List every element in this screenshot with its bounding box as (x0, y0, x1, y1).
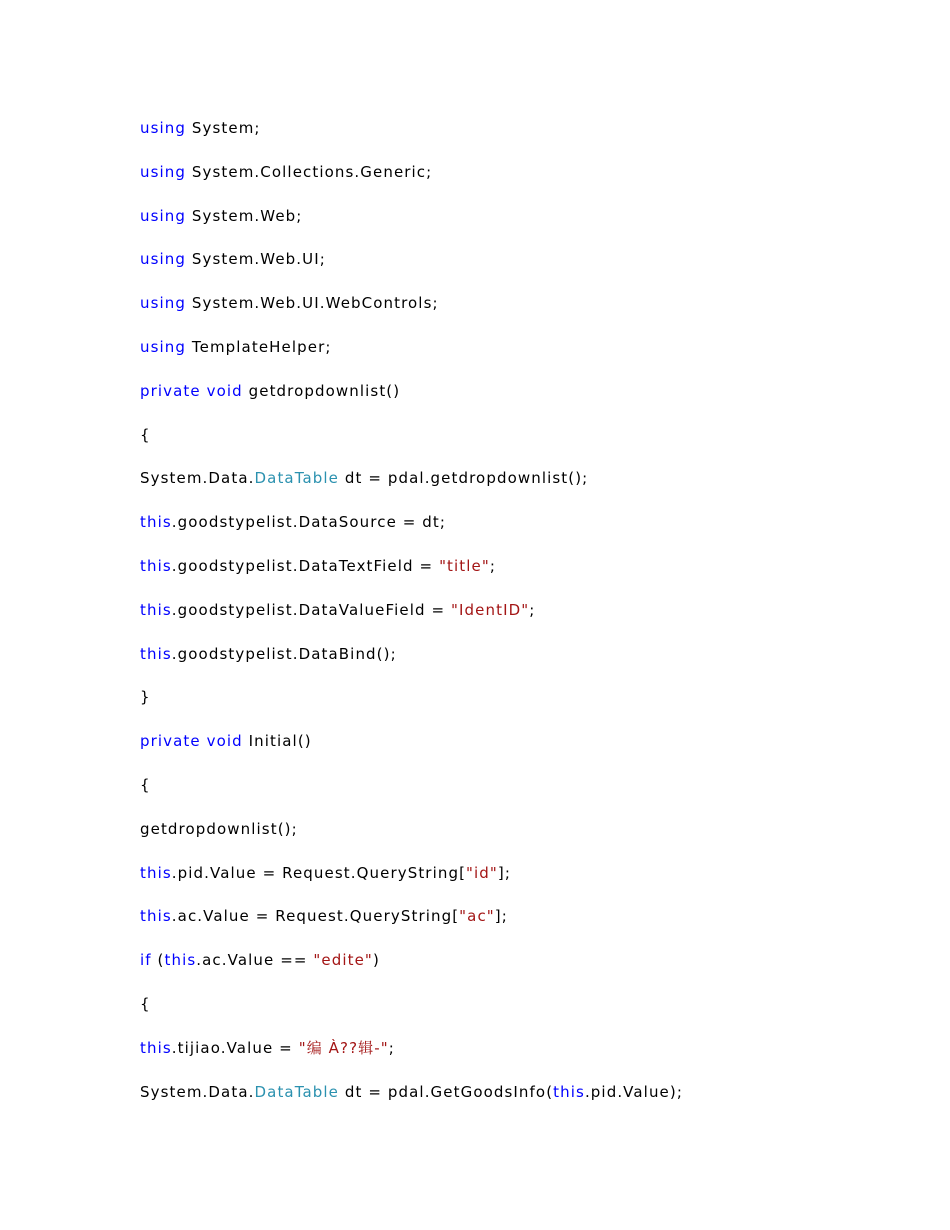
code-token: .ac.Value == (196, 951, 314, 970)
code-line (140, 204, 920, 248)
code-token: System.Web; (186, 206, 303, 225)
keyword-token: using (140, 162, 187, 181)
code-token: { (140, 775, 151, 794)
code-token: getdropdownlist() (242, 381, 401, 400)
keyword-token: using (140, 119, 187, 137)
keyword-token: using (140, 337, 187, 356)
code-token: ; (489, 556, 497, 575)
code-line (140, 247, 920, 291)
code-line (140, 904, 920, 948)
code-token: .pid.Value); (584, 1082, 683, 1101)
code-line (140, 466, 920, 510)
code-line (140, 423, 920, 467)
keyword-token: this (140, 907, 172, 926)
keyword-token: private void (140, 381, 243, 400)
keyword-token: this (140, 863, 172, 882)
code-line (140, 291, 920, 335)
keyword-token: private void (140, 732, 243, 751)
code-token: ) (372, 951, 380, 970)
code-token: ]; (497, 863, 512, 882)
code-line (140, 817, 920, 861)
code-token: System.Web.UI.WebControls; (186, 294, 439, 313)
code-token: ; (529, 600, 536, 619)
code-token: Initial() (242, 732, 312, 751)
code-line (140, 598, 920, 642)
keyword-token: using (140, 294, 187, 313)
string-token: "编 À??辑-" (298, 1038, 389, 1057)
code-line (140, 861, 920, 905)
code-token: .pid.Value = Request.QueryString[ (171, 863, 467, 882)
code-line (140, 116, 920, 160)
code-line (140, 554, 920, 598)
code-token: System; (186, 119, 261, 137)
code-line (140, 1080, 920, 1124)
code-line (140, 948, 920, 992)
code-token: dt = pdal.GetGoodsInfo( (339, 1082, 554, 1101)
string-token: "title" (439, 556, 490, 575)
code-line (140, 510, 920, 554)
keyword-token: using (140, 250, 187, 269)
type-token: DataTable (254, 469, 340, 488)
keyword-token: this (140, 600, 172, 619)
code-line (140, 642, 920, 686)
string-token: "ac" (459, 907, 495, 926)
code-token: ; (388, 1038, 395, 1057)
code-token: { (140, 425, 151, 444)
keyword-token: this (140, 644, 172, 663)
code-token: System.Data. (140, 1082, 255, 1101)
code-token: .goodstypelist.DataValueField = (171, 600, 452, 619)
keyword-token: this (140, 513, 172, 532)
keyword-token: this (164, 951, 197, 970)
code-listing (140, 116, 920, 1123)
code-token: .ac.Value = Request.QueryString[ (171, 907, 460, 926)
type-token: DataTable (254, 1082, 340, 1101)
code-line (140, 729, 920, 773)
code-token: ]; (494, 907, 508, 926)
code-line (140, 160, 920, 204)
code-line (140, 379, 920, 423)
string-token: "IdentID" (451, 600, 530, 619)
code-line (140, 773, 920, 817)
code-line (140, 1036, 920, 1080)
code-token: .goodstypelist.DataBind(); (171, 644, 397, 663)
code-token: } (140, 688, 151, 707)
code-token: TemplateHelper; (186, 337, 332, 356)
code-token: System.Web.UI; (186, 250, 326, 269)
code-token: .goodstypelist.DataTextField = (171, 556, 440, 575)
code-token: System.Data. (140, 469, 255, 488)
keyword-token: this (553, 1082, 585, 1101)
keyword-token: this (140, 556, 172, 575)
code-token: { (140, 994, 151, 1013)
code-token: .tijiao.Value = (171, 1038, 299, 1057)
code-line (140, 335, 920, 379)
string-token: "edite" (313, 951, 373, 970)
code-token: dt = pdal.getdropdownlist(); (339, 469, 589, 488)
code-token: System.Collections.Generic; (186, 162, 433, 181)
code-token: getdropdownlist(); (140, 819, 298, 838)
keyword-token: if (140, 951, 152, 970)
code-line (140, 685, 920, 729)
string-token: "id" (466, 863, 498, 882)
keyword-token: using (140, 206, 187, 225)
keyword-token: this (140, 1038, 172, 1057)
code-line (140, 992, 920, 1036)
code-token: ( (151, 951, 165, 970)
code-token: .goodstypelist.DataSource = dt; (171, 513, 447, 532)
